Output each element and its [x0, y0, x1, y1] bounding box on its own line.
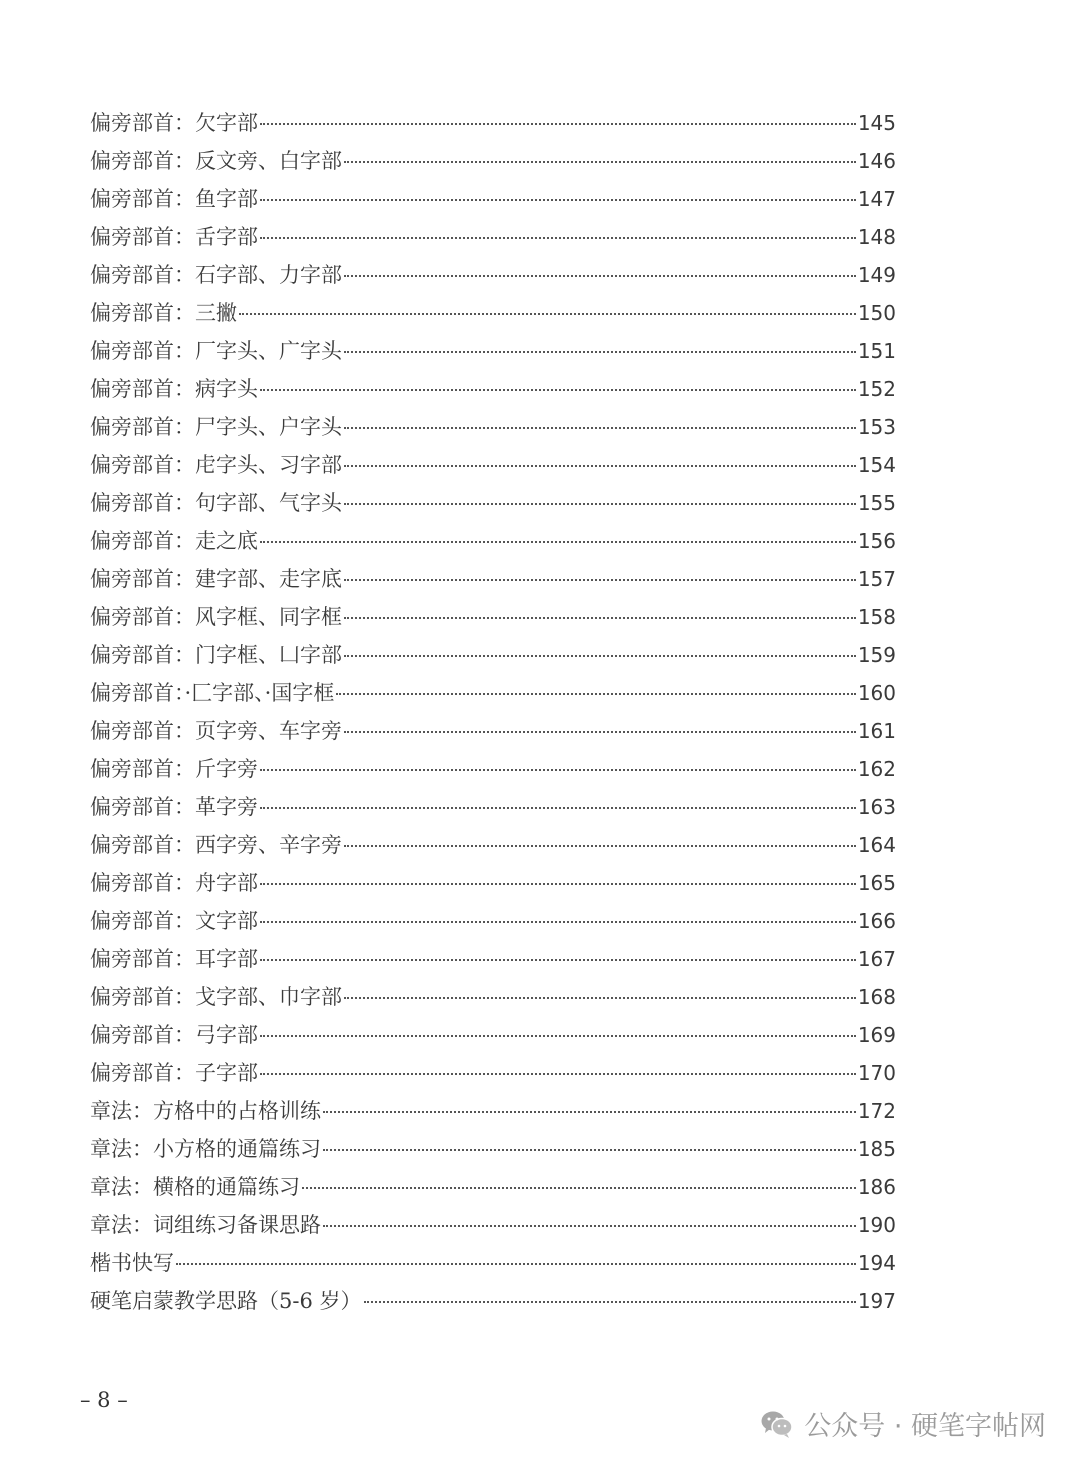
toc-entry-page: 162	[857, 757, 896, 781]
toc-entry	[90, 598, 896, 636]
toc-entry-label: 偏旁部首：欠字部	[90, 111, 258, 135]
toc-entry	[90, 370, 896, 408]
toc-entry-page: 145	[857, 111, 896, 135]
toc-entry	[90, 180, 896, 218]
toc-entry-page: 146	[857, 149, 896, 173]
toc-dot-leader	[344, 275, 856, 277]
toc-entry	[90, 408, 896, 446]
toc-entry-page: 155	[857, 491, 896, 515]
toc-entry-page: 164	[857, 833, 896, 857]
toc-dot-leader	[323, 1111, 856, 1113]
toc-entry-page: 190	[857, 1213, 896, 1237]
toc-entry-page: 152	[857, 377, 896, 401]
toc-entry-label: 偏旁部首：石字部、力字部	[90, 263, 342, 287]
toc-entry-label: 偏旁部首：门字框、凵字部	[90, 643, 342, 667]
toc-entry	[90, 560, 896, 598]
toc-entry	[90, 1054, 896, 1092]
toc-entry-page: 161	[857, 719, 896, 743]
toc-entry	[90, 1244, 896, 1282]
toc-dot-leader	[176, 1263, 856, 1265]
toc-entry-page: 159	[857, 643, 896, 667]
toc-dot-leader	[260, 921, 856, 923]
toc-dot-leader	[344, 997, 856, 999]
toc-entry	[90, 484, 896, 522]
toc-entry-page: 165	[857, 871, 896, 895]
toc-entry-page: 186	[857, 1175, 896, 1199]
toc-entry-label: 偏旁部首：耳字部	[90, 947, 258, 971]
toc-entry-label: 偏旁部首：病字头	[90, 377, 258, 401]
toc-entry-label: 偏旁部首：反文旁、白字部	[90, 149, 342, 173]
toc-entry-page: 149	[857, 263, 896, 287]
toc-entry	[90, 940, 896, 978]
toc-entry-label: 偏旁部首：页字旁、车字旁	[90, 719, 342, 743]
toc-dot-leader	[260, 807, 856, 809]
table-of-contents	[90, 104, 896, 1320]
toc-entry-page: 170	[857, 1061, 896, 1085]
watermark-text: 公众号 · 硬笔字帖网	[804, 1411, 1046, 1442]
toc-entry	[90, 446, 896, 484]
toc-entry	[90, 1168, 896, 1206]
wechat-icon	[760, 1409, 794, 1439]
toc-entry-label: 偏旁部首：西字旁、辛字旁	[90, 833, 342, 857]
toc-entry-label: 章法：横格的通篇练习	[90, 1175, 300, 1199]
toc-entry	[90, 712, 896, 750]
toc-entry-label: 偏旁部首：舌字部	[90, 225, 258, 249]
toc-entry-label: 偏旁部首：三撇	[90, 301, 237, 325]
toc-dot-leader	[323, 1149, 856, 1151]
toc-dot-leader	[344, 351, 856, 353]
toc-entry	[90, 1092, 896, 1130]
toc-dot-leader	[260, 883, 856, 885]
toc-dot-leader	[260, 199, 856, 201]
toc-entry-page: 194	[857, 1251, 896, 1275]
toc-entry-label: 偏旁部首：走之底	[90, 529, 258, 553]
toc-dot-leader	[344, 427, 856, 429]
toc-dot-leader	[302, 1187, 856, 1189]
toc-entry	[90, 294, 896, 332]
toc-dot-leader	[364, 1301, 856, 1303]
toc-entry-label: 硬笔启蒙教学思路（5-6 岁）	[90, 1289, 362, 1313]
toc-entry	[90, 1016, 896, 1054]
toc-entry-page: 147	[857, 187, 896, 211]
toc-entry	[90, 256, 896, 294]
toc-dot-leader	[239, 313, 856, 315]
toc-entry-page: 167	[857, 947, 896, 971]
toc-entry-page: 166	[857, 909, 896, 933]
toc-entry-label: 偏旁部首：厂字头、广字头	[90, 339, 342, 363]
toc-entry-page: 197	[857, 1289, 896, 1313]
toc-entry-label: 偏旁部首：建字部、走字底	[90, 567, 342, 591]
toc-dot-leader	[260, 541, 856, 543]
toc-entry-page: 153	[857, 415, 896, 439]
toc-entry-page: 156	[857, 529, 896, 553]
toc-entry-page: 172	[857, 1099, 896, 1123]
toc-dot-leader	[336, 693, 855, 695]
toc-entry-label: 章法：词组练习备课思路	[90, 1213, 321, 1237]
toc-entry	[90, 826, 896, 864]
toc-entry-label: 偏旁部首：弓字部	[90, 1023, 258, 1047]
toc-dot-leader	[344, 465, 856, 467]
toc-entry-label: 偏旁部首：斤字旁	[90, 757, 258, 781]
toc-dot-leader	[260, 123, 856, 125]
toc-entry-label: 偏旁部首：戈字部、巾字部	[90, 985, 342, 1009]
toc-dot-leader	[344, 845, 856, 847]
toc-entry	[90, 864, 896, 902]
toc-entry	[90, 218, 896, 256]
toc-entry-label: 楷书快写	[90, 1251, 174, 1275]
watermark	[760, 1404, 1046, 1443]
toc-dot-leader	[344, 731, 856, 733]
toc-dot-leader	[344, 655, 856, 657]
toc-entry-page: 160	[857, 681, 896, 705]
toc-dot-leader	[260, 237, 856, 239]
toc-entry	[90, 332, 896, 370]
toc-dot-leader	[260, 769, 856, 771]
toc-entry-label: 偏旁部首：舟字部	[90, 871, 258, 895]
toc-entry-page: 158	[857, 605, 896, 629]
toc-entry	[90, 902, 896, 940]
toc-entry-label: 偏旁部首：虍字头、习字部	[90, 453, 342, 477]
toc-dot-leader	[344, 161, 856, 163]
toc-dot-leader	[344, 579, 856, 581]
toc-entry-page: 150	[857, 301, 896, 325]
toc-entry-page: 151	[857, 339, 896, 363]
toc-entry-label: 偏旁部首：句字部、气字头	[90, 491, 342, 515]
toc-entry-label: 偏旁部首：鱼字部	[90, 187, 258, 211]
toc-entry-label: 章法：方格中的占格训练	[90, 1099, 321, 1123]
toc-entry-label: 偏旁部首：尸字头、户字头	[90, 415, 342, 439]
toc-entry	[90, 750, 896, 788]
toc-entry-page: 185	[857, 1137, 896, 1161]
toc-entry-page: 157	[857, 567, 896, 591]
page-number: – 8 –	[80, 1388, 128, 1412]
toc-entry	[90, 1282, 896, 1320]
toc-dot-leader	[260, 959, 856, 961]
toc-entry	[90, 978, 896, 1016]
toc-entry-label: 偏旁部首：风字框、同字框	[90, 605, 342, 629]
toc-entry-label: 偏旁部首：子字部	[90, 1061, 258, 1085]
toc-dot-leader	[344, 503, 856, 505]
toc-entry-label: 章法：小方格的通篇练习	[90, 1137, 321, 1161]
toc-entry	[90, 636, 896, 674]
toc-entry-page: 148	[857, 225, 896, 249]
toc-entry-label: 偏旁部首：革字旁	[90, 795, 258, 819]
toc-entry	[90, 674, 896, 712]
toc-entry	[90, 522, 896, 560]
toc-dot-leader	[260, 1035, 856, 1037]
toc-entry	[90, 1206, 896, 1244]
toc-entry-label: 偏旁部首：文字部	[90, 909, 258, 933]
toc-dot-leader	[344, 617, 856, 619]
toc-entry-label: 偏旁部首：·匚字部、·国字框	[90, 681, 335, 705]
toc-entry	[90, 788, 896, 826]
toc-dot-leader	[323, 1225, 856, 1227]
toc-dot-leader	[260, 389, 856, 391]
toc-entry	[90, 1130, 896, 1168]
toc-entry	[90, 142, 896, 180]
toc-entry-page: 163	[857, 795, 896, 819]
toc-entry	[90, 104, 896, 142]
toc-dot-leader	[260, 1073, 856, 1075]
toc-entry-page: 169	[857, 1023, 896, 1047]
toc-entry-page: 168	[857, 985, 896, 1009]
toc-entry-page: 154	[857, 453, 896, 477]
